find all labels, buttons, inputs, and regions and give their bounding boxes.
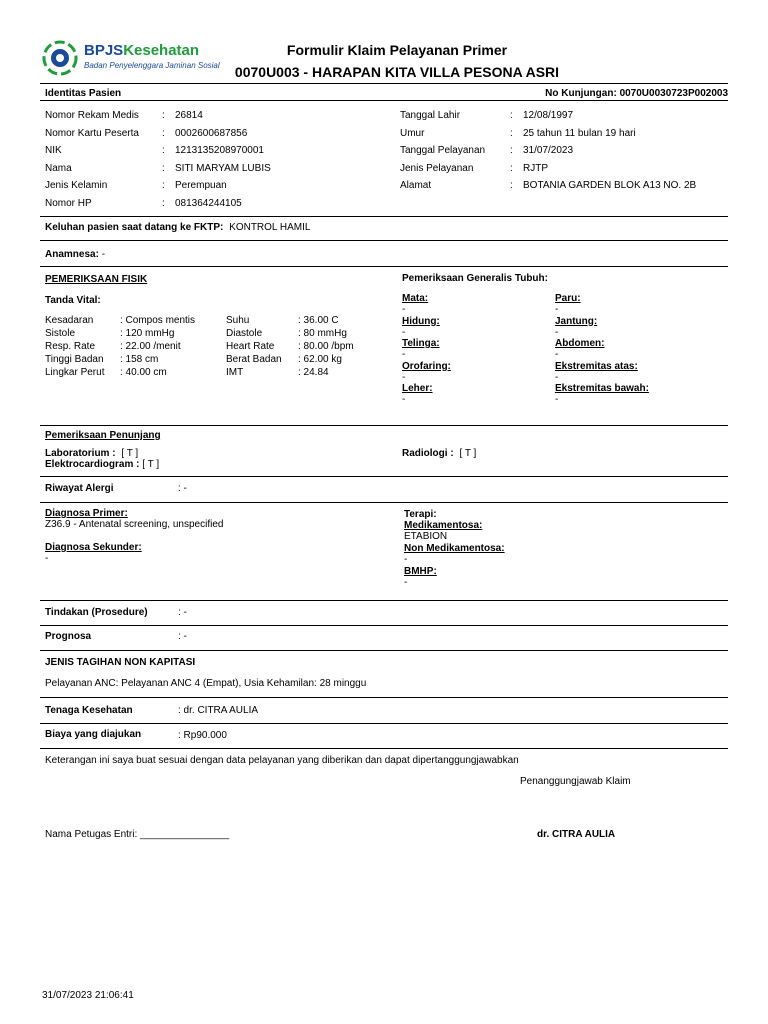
vital-label: IMT: [226, 367, 244, 378]
vital-value: : 22.00 /menit: [120, 341, 181, 352]
vital-label: Sistole: [45, 328, 76, 339]
divider: [40, 266, 728, 267]
identitas-colon: :: [162, 145, 165, 156]
generalis-label: Orofaring:: [402, 360, 451, 372]
divider: [40, 216, 728, 217]
vital-value: : 62.00 kg: [298, 354, 342, 365]
identitas-field-value: 081364244105: [175, 197, 242, 209]
vital-label: Heart Rate: [226, 341, 275, 352]
keluhan-value: KONTROL HAMIL: [229, 222, 311, 233]
generalis-value: -: [555, 371, 559, 383]
vital-label: Kesadaran: [45, 315, 94, 326]
penunjang-title: Pemeriksaan Penunjang: [45, 430, 161, 441]
diagnosa-sekunder-label: Diagnosa Sekunder:: [45, 542, 142, 553]
ekg-row: [45, 459, 159, 470]
radiologi-row: [402, 448, 476, 459]
petugas-row: [45, 829, 229, 840]
vital-value: : 36.00 C: [298, 315, 339, 326]
non-medikamentosa-label: Non Medikamentosa:: [404, 543, 505, 554]
generalis-label: Telinga:: [402, 338, 440, 349]
anamnesa-label: Anamnesa:: [45, 249, 99, 260]
identitas-colon: :: [510, 127, 513, 139]
prognosa-value: : -: [178, 631, 187, 642]
vital-value: : 120 mmHg: [120, 328, 175, 339]
vital-value: : 80.00 /bpm: [298, 341, 354, 352]
identitas-field-value: BOTANIA GARDEN BLOK A13 NO. 2B: [523, 180, 697, 191]
identitas-field-value: 26814: [175, 110, 203, 121]
identitas-colon: :: [162, 197, 165, 209]
divider: [40, 425, 728, 426]
identitas-field-label: Nama: [45, 162, 72, 174]
generalis-value: -: [402, 349, 406, 360]
logo-subtitle: Badan Penyelenggara Jaminan Sosial: [84, 61, 220, 70]
divider: [40, 83, 728, 84]
no-kunjungan-label: No Kunjungan:: [545, 88, 617, 99]
vital-label: Resp. Rate: [45, 341, 96, 352]
lab-label: Laboratorium :: [45, 448, 116, 459]
tindakan-value: : -: [178, 607, 187, 618]
tindakan-label: Tindakan (Prosedure): [45, 607, 148, 618]
non-medikamentosa-value: -: [404, 554, 408, 565]
generalis-value: -: [402, 371, 406, 383]
identitas-field-value: 25 tahun 11 bulan 19 hari: [523, 127, 636, 139]
vital-value: : 40.00 cm: [120, 367, 167, 378]
identitas-field-label: Umur: [400, 127, 425, 139]
vital-value: : 80 mmHg: [298, 328, 347, 339]
identitas-colon: :: [162, 180, 165, 191]
identitas-colon: :: [510, 110, 513, 121]
prognosa-label: Prognosa: [45, 631, 92, 642]
identitas-field-value: Perempuan: [175, 180, 227, 191]
vital-label: Tinggi Badan: [45, 354, 104, 365]
generalis-label: Mata:: [402, 293, 429, 304]
biaya-label: Biaya yang diajukan: [45, 729, 142, 740]
diagnosa-sekunder-value: -: [45, 553, 49, 564]
lab-row: [45, 448, 138, 459]
anamnesa-row: [45, 249, 105, 260]
print-timestamp: 31/07/2023 21:06:41: [42, 990, 134, 1001]
generalis-label: Abdomen:: [555, 338, 605, 349]
medikamentosa-value: ETABION: [404, 531, 448, 542]
generalis-label: Jantung:: [555, 315, 598, 327]
generalis-value: -: [555, 349, 559, 360]
identitas-field-label: Nomor Rekam Medis: [45, 110, 139, 121]
bmhp-label: BMHP:: [404, 566, 437, 577]
generalis-label: Ekstremitas bawah:: [555, 383, 649, 394]
form-title: Formulir Klaim Pelayanan Primer: [286, 42, 508, 58]
no-kunjungan-value: 0070U0030723P002003: [619, 88, 728, 99]
facility-title: 0070U003 - HARAPAN KITA VILLA PESONA ASRI: [234, 64, 560, 80]
divider: [40, 748, 728, 749]
lab-value: [ T ]: [121, 448, 139, 459]
identitas-field-value: 31/07/2023: [523, 145, 574, 156]
identitas-field-label: Tanggal Lahir: [400, 110, 461, 121]
identitas-colon: :: [510, 180, 513, 191]
identitas-colon: :: [162, 162, 165, 174]
identitas-field-value: RJTP: [523, 162, 548, 174]
generalis-label: Hidung:: [402, 315, 440, 327]
tagihan-value: Pelayanan ANC: Pelayanan ANC 4 (Empat), Usia Kehamilan: 28 minggu: [45, 678, 367, 689]
divider: [40, 650, 728, 651]
identitas-colon: :: [162, 127, 165, 139]
radiologi-label: Radiologi :: [402, 448, 454, 459]
generalis-value: -: [555, 394, 559, 405]
keluhan-row: [45, 222, 310, 233]
generalis-value: -: [402, 326, 406, 338]
diagnosa-primer-value: Z36.9 - Antenatal screening, unspecified: [45, 519, 224, 530]
logo-brand-a: BPJS: [84, 42, 124, 59]
alergi-label: Riwayat Alergi: [45, 483, 114, 494]
divider: [40, 240, 728, 241]
identitas-label: Identitas Pasien: [45, 88, 122, 99]
generalis-value: -: [555, 304, 559, 315]
identitas-field-value: 12/08/1997: [523, 110, 574, 121]
identitas-field-label: Jenis Pelayanan: [400, 162, 474, 174]
divider: [40, 100, 728, 101]
identitas-field-label: Tanggal Pelayanan: [400, 145, 486, 156]
generalis-value: -: [555, 326, 559, 338]
anamnesa-value: -: [101, 249, 106, 260]
identitas-field-value: SITI MARYAM LUBIS: [175, 162, 271, 174]
tanda-vital-label: Tanda Vital:: [45, 295, 101, 306]
divider: [40, 600, 728, 601]
vital-label: Lingkar Perut: [45, 367, 105, 378]
vital-label: Diastole: [226, 328, 263, 339]
keterangan-text: Keterangan ini saya buat sesuai dengan data pelayanan yang diberikan dan dapat dipertanggungjawabkan: [45, 755, 519, 766]
identitas-field-value: 0002600687856: [175, 127, 248, 139]
generalis-label: Leher:: [402, 383, 433, 394]
identitas-field-value: 1213135208970001: [175, 145, 264, 156]
identitas-field-label: Nomor HP: [45, 197, 92, 209]
identitas-field-label: Jenis Kelamin: [45, 180, 108, 191]
tagihan-title: JENIS TAGIHAN NON KAPITASI: [45, 657, 196, 668]
generalis-label: Paru:: [555, 293, 581, 304]
divider: [40, 625, 728, 626]
divider: [40, 723, 728, 724]
petugas-value: ________________: [140, 829, 230, 840]
no-kunjungan: [545, 88, 728, 99]
diagnosa-primer-label: Diagnosa Primer:: [45, 508, 128, 519]
generalis-label: Ekstremitas atas:: [555, 360, 638, 372]
bmhp-value: -: [404, 577, 408, 588]
pemeriksaan-fisik-title: PEMERIKSAAN FISIK: [45, 274, 148, 285]
generalis-value: -: [402, 304, 406, 315]
biaya-value: : Rp90.000: [178, 730, 227, 741]
radiologi-value: [ T ]: [459, 448, 477, 459]
vital-value: : 158 cm: [120, 354, 159, 365]
identitas-colon: :: [510, 145, 513, 156]
alergi-value: : -: [178, 483, 187, 494]
tenaga-label: Tenaga Kesehatan: [45, 705, 133, 716]
generalis-title: Pemeriksaan Generalis Tubuh:: [402, 273, 548, 284]
vital-value: : 24.84: [298, 367, 329, 378]
vital-label: Berat Badan: [226, 354, 282, 365]
terapi-label: Terapi:: [404, 509, 437, 520]
identitas-colon: :: [162, 110, 165, 121]
vital-value: : Compos mentis: [120, 315, 196, 326]
ekg-label: Elektrocardiogram :: [45, 459, 140, 470]
identitas-field-label: NIK: [45, 145, 62, 156]
medikamentosa-label: Medikamentosa:: [404, 520, 483, 531]
identitas-field-label: Nomor Kartu Peserta: [45, 127, 139, 139]
divider: [40, 502, 728, 503]
vital-label: Suhu: [226, 315, 250, 326]
identitas-colon: :: [510, 162, 513, 174]
tenaga-value: : dr. CITRA AULIA: [178, 705, 259, 716]
ekg-value: [ T ]: [142, 459, 160, 470]
keluhan-label: Keluhan pasien saat datang ke FKTP:: [45, 222, 224, 233]
divider: [40, 697, 728, 698]
penanggungjawab-label: Penanggungjawab Klaim: [520, 776, 631, 787]
divider: [40, 476, 728, 477]
dokter-signature-name: dr. CITRA AULIA: [537, 829, 616, 840]
identitas-field-label: Alamat: [400, 180, 432, 191]
petugas-label: Nama Petugas Entri:: [45, 829, 138, 840]
generalis-value: -: [402, 394, 406, 405]
logo-brand-b: Kesehatan: [123, 42, 200, 59]
